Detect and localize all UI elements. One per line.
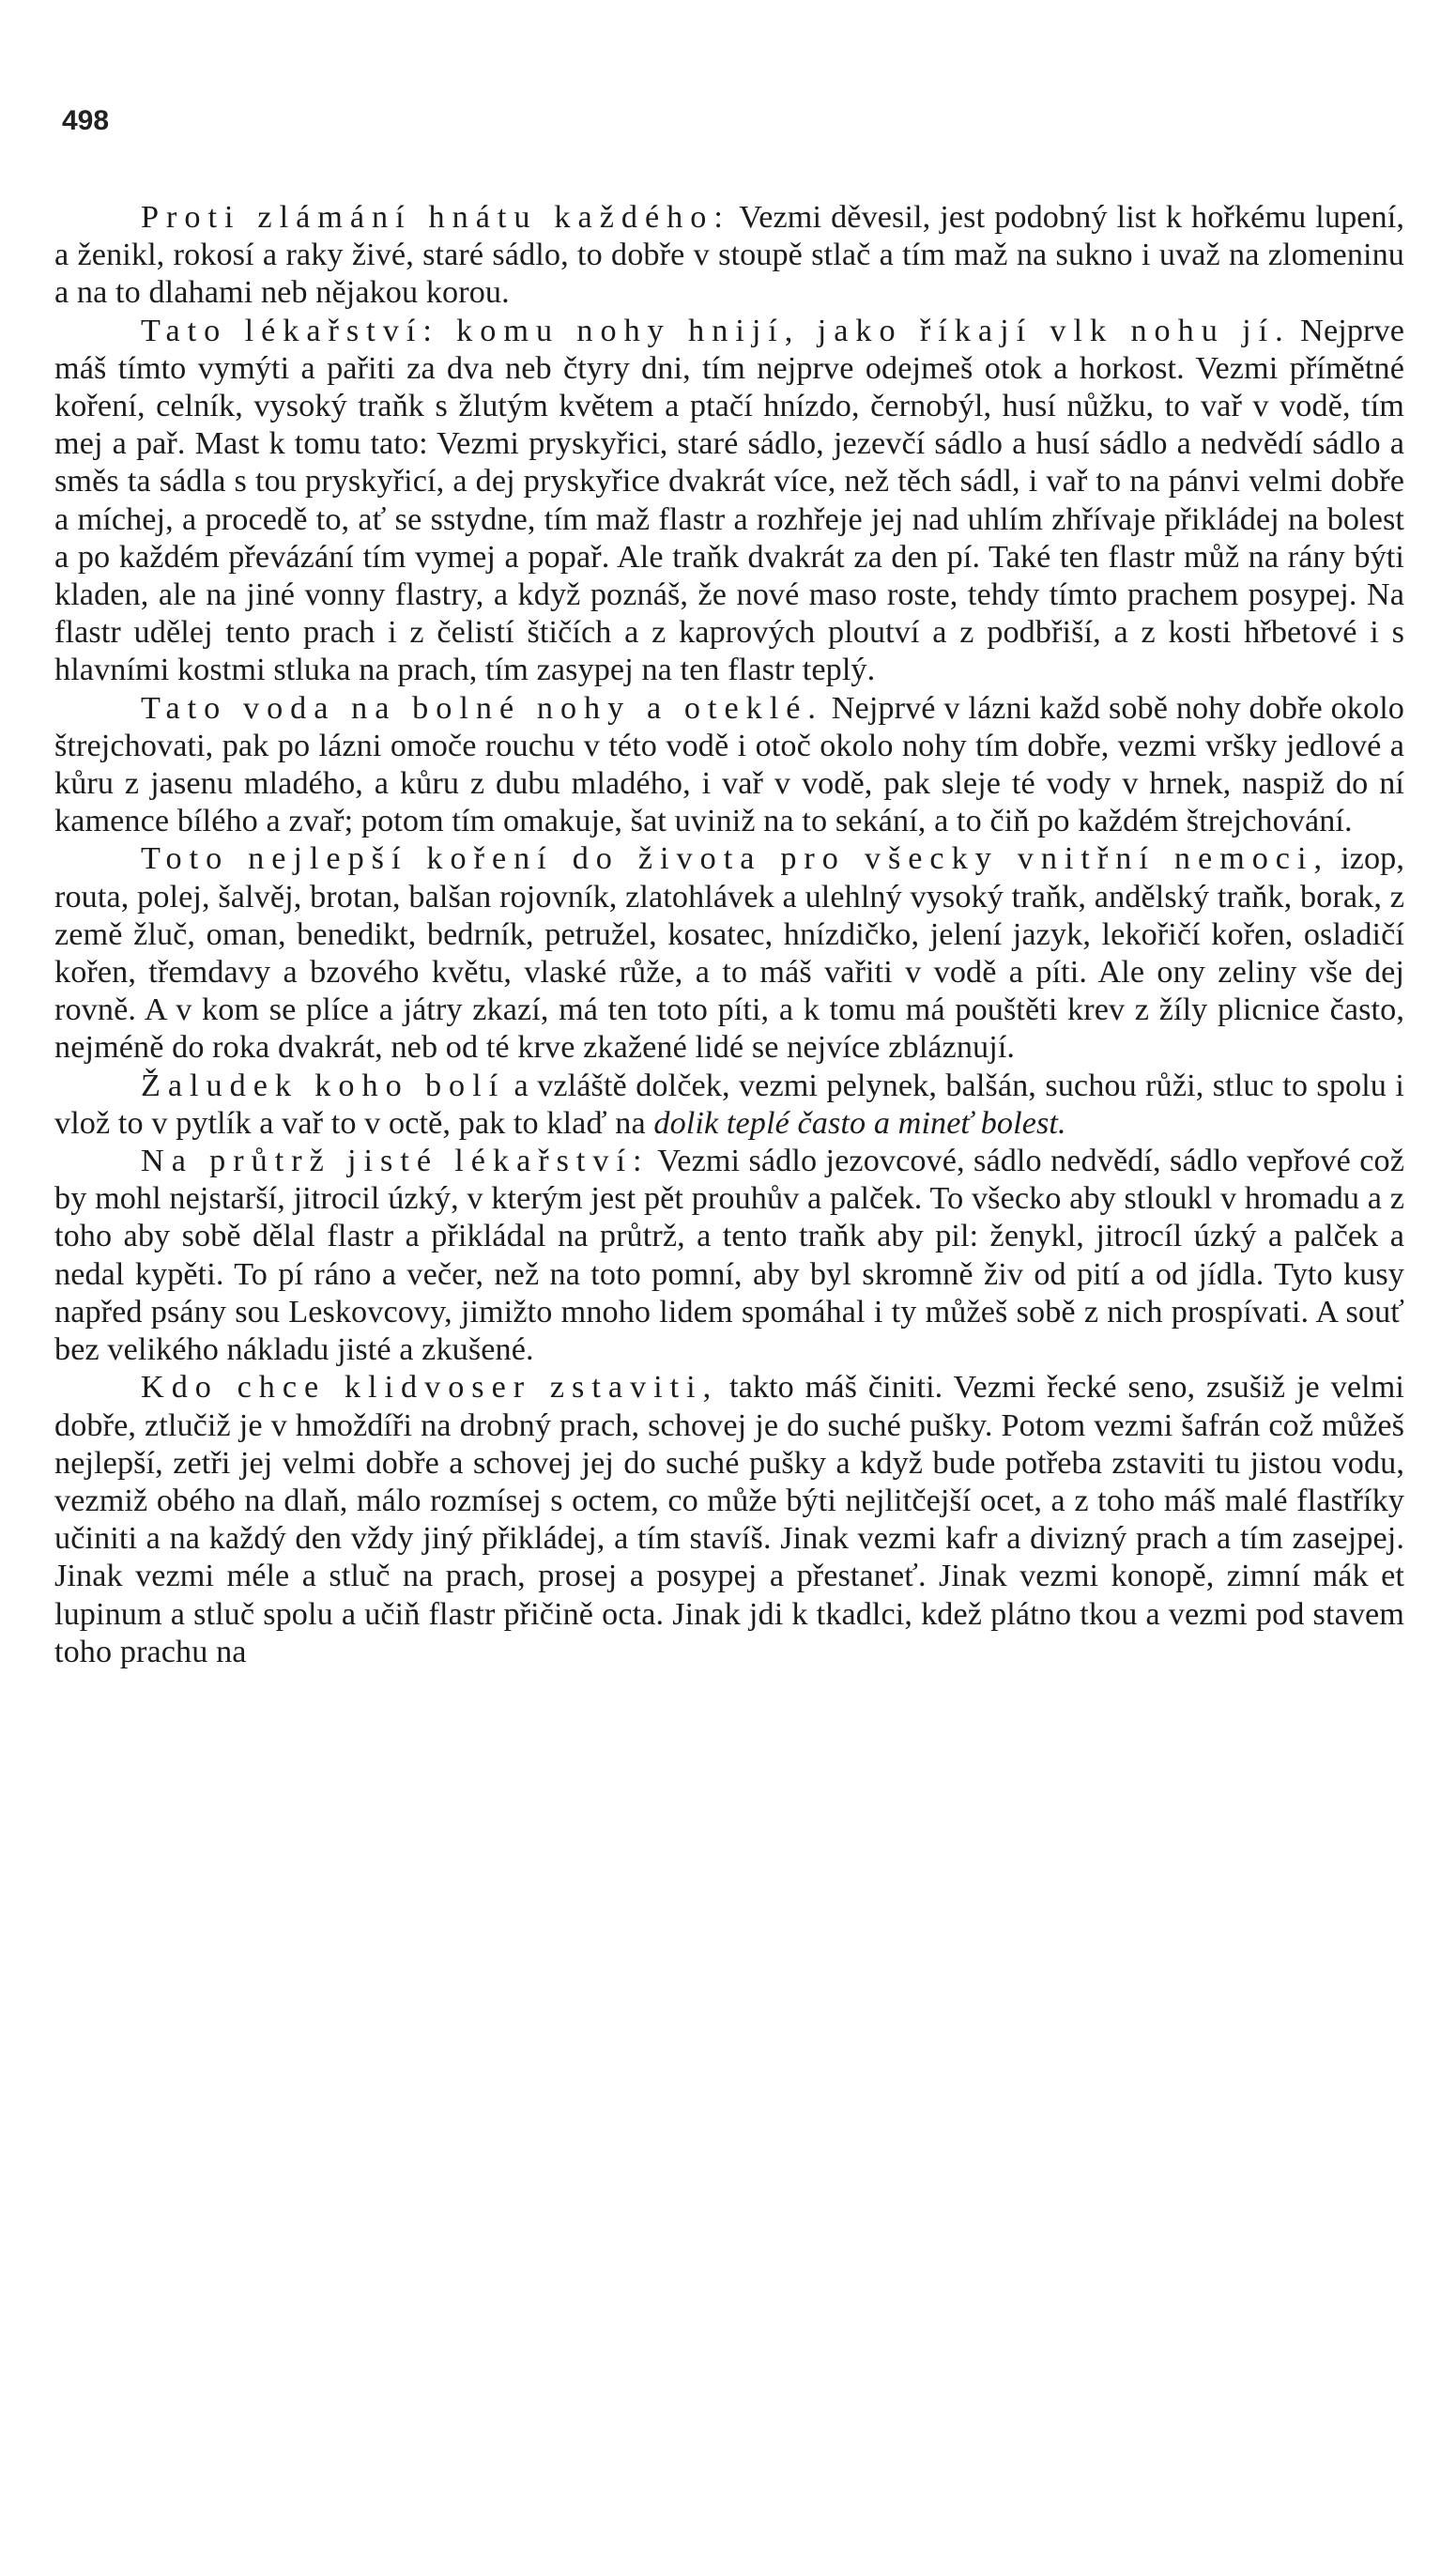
- paragraph-heading: Kdo chce klidvoser zstaviti,: [141, 1370, 719, 1406]
- paragraph-fracture: [54, 199, 1404, 313]
- paragraph-stomach: [54, 1068, 1404, 1143]
- paragraph-body: Vezmi děvesil, jest podobný list k hořkému lupení, a ženikl, rokosí a raky živé, staré sádlo, to dobře v stoupě stlač a tím maž na sukno i uvaž na zlomeninu a na to dlahami neb nějakou korou.: [54, 200, 1404, 311]
- paragraph-body: Nejprvé v lázni každ sobě nohy dobře okolo štrejchovati, pak po lázni omoče rouchu v této vodě i otoč okolo nohy tím dobře, vezmi vršky jedlové a kůru z jasenu mladého, a kůru z dubu mladého, i vař v vodě, pak sleje té vody v hrnek, naspiž do ní kamence bílého a zvař; potom tím omakuje, šat uviniž na to sekání, a to čiň po každém štrejchování.: [54, 690, 1404, 839]
- paragraph-body: Nejprve máš tímto vymýti a pařiti za dva neb čtyry dni, tím nejprve odejmeš otok a horkost. Vezmi přímětné koření, celník, vysoký traňk s žlutým květem a ptačí hnízdo, černobýl, husí nůžku, to vař v vodě, tím mej a pař. Mast k tomu tato: Vezmi pryskyřici, staré sádlo, jezevčí sádlo a husí sádlo a nedvědí sádlo a směs ta sádla s tou pryskyřicí, a dej pryskyřice dvakrát více, než těch sádl, i vař to na pánvi velmi dobře a míchej, a procedě to, ať se sstydne, tím maž flastr a rozhřeje jej nad uhlím zhřívaje přikládej na bolest a po každém převázání tím vymej a popař. Ale traňk dvakrát za den pí. Také ten flastr můž na rány býti kladen, ale na jiné vonny flastry, a když poznáš, že nové maso roste, tehdy tímto prachem posypej. Na flastr udělej tento prach i z čelistí štičích a z kaprových ploutví a z podbřiší, a z kosti hřbetové i s hlavními kostmi stluka na prach, tím zasypej na ten flastr teplý.: [54, 313, 1404, 688]
- paragraph-body: izop, routa, polej, šalvěj, brotan, balšan rojovník, zlatohlávek a ulehlný vysoký traňk, andělský traňk, borak, z země žluč, oman, benedikt, bedrník, petružel, kosatec, hnízdičko, jelení jazyk, lekořičí kořen, osladičí kořen, třemdavy a bzového květu, vlaské růže, a to máš vařiti v vodě a píti. Ale ony zeliny vše dej rovně. A v kom se plíce a játry zkazí, má ten toto píti, a k tomu má pouštěti krev z žíly plicnice často, nejméně do roka dvakrát, neb od té krve zkažené lidé se nejvíce zbláznují.: [54, 841, 1404, 1066]
- paragraph-hernia: [54, 1143, 1404, 1369]
- paragraph-body: a vzláště dolček, vezmi pelynek, balšán, suchou růži, stluc to spolu i vlož to v pytlík a vař to v octě, pak to klaď na: [54, 1068, 1404, 1141]
- paragraph-heading: Žaludek koho bolí: [141, 1068, 506, 1103]
- paragraph-heading: Na průtrž jisté lékařství:: [141, 1144, 650, 1179]
- paragraph-heading: Tato voda na bolné nohy a oteklé.: [141, 690, 823, 726]
- paragraph-swollen-legs: [54, 690, 1404, 841]
- paragraph-heading: Proti zlámání hnátu každého:: [141, 200, 730, 235]
- paragraph-heading: Toto nejlepší koření do života pro všecky vnitřní nemoci,: [141, 841, 1330, 877]
- page-number: 498: [62, 105, 110, 136]
- paragraph-body: takto máš činiti. Vezmi řecké seno, zsušiž je velmi dobře, ztlučiž je v hmoždíři na drobný prach, schovej je do suché pušky. Potom vezmi šafrán což můžeš nejlepší, zetři jej velmi dobře a schovej jej do suché pušky a když bude potřeba zstaviti tu jistou vodu, vezmiž obého na dlaň, málo rozmísej s octem, co může býti nejlitčejší ocet, a z toho máš malé flastříky učiniti a na každý den vždy jiný přikládej, a tím stavíš. Jinak vezmi kafr a divizný prach a tím zasejpej. Jinak vezmi méle a stluč na prach, prosej a posypej a přestaneť. Jinak vezmi konopě, zimní mák et lupinum a stluč spolu a učiň flastr přičině octa. Jinak jdi k tkadlci, kdež plátno tkou a vezmi pod stavem toho prachu na: [54, 1370, 1405, 1669]
- paragraph-heading: Tato lékařství: komu nohy hnijí, jako říkají vlk nohu jí.: [141, 313, 1291, 348]
- page-text: [54, 199, 1404, 1671]
- paragraph-bleeding: [54, 1369, 1404, 1671]
- paragraph-rotting-legs: [54, 313, 1404, 690]
- paragraph-body: Vezmi sádlo jezovcové, sádlo nedvědí, sádlo vepřové což by mohl nejstarší, jitrocil úzký, v kterým jest pět prouhův a palček. To všecko aby stloukl v hromadu a z toho aby sobě dělal flastr a přikládal na průtrž, a tento traňk aby pil: ženykl, jitrocíl úzký a palček a nedal kypěti. To pí ráno a večer, než na toto pomní, aby byl skromně živ od pití a od jídla. Tyto kusy napřed psány sou Leskovcovy, jimižto mnoho lidem spomáhal i ty můžeš sobě z nich prospívati. A souť bez velikého nákladu jisté a zkušené.: [54, 1144, 1405, 1368]
- paragraph-italic-tail: dolik teplé často a mineť bolest.: [653, 1105, 1066, 1141]
- paragraph-internal-remedy: [54, 840, 1404, 1067]
